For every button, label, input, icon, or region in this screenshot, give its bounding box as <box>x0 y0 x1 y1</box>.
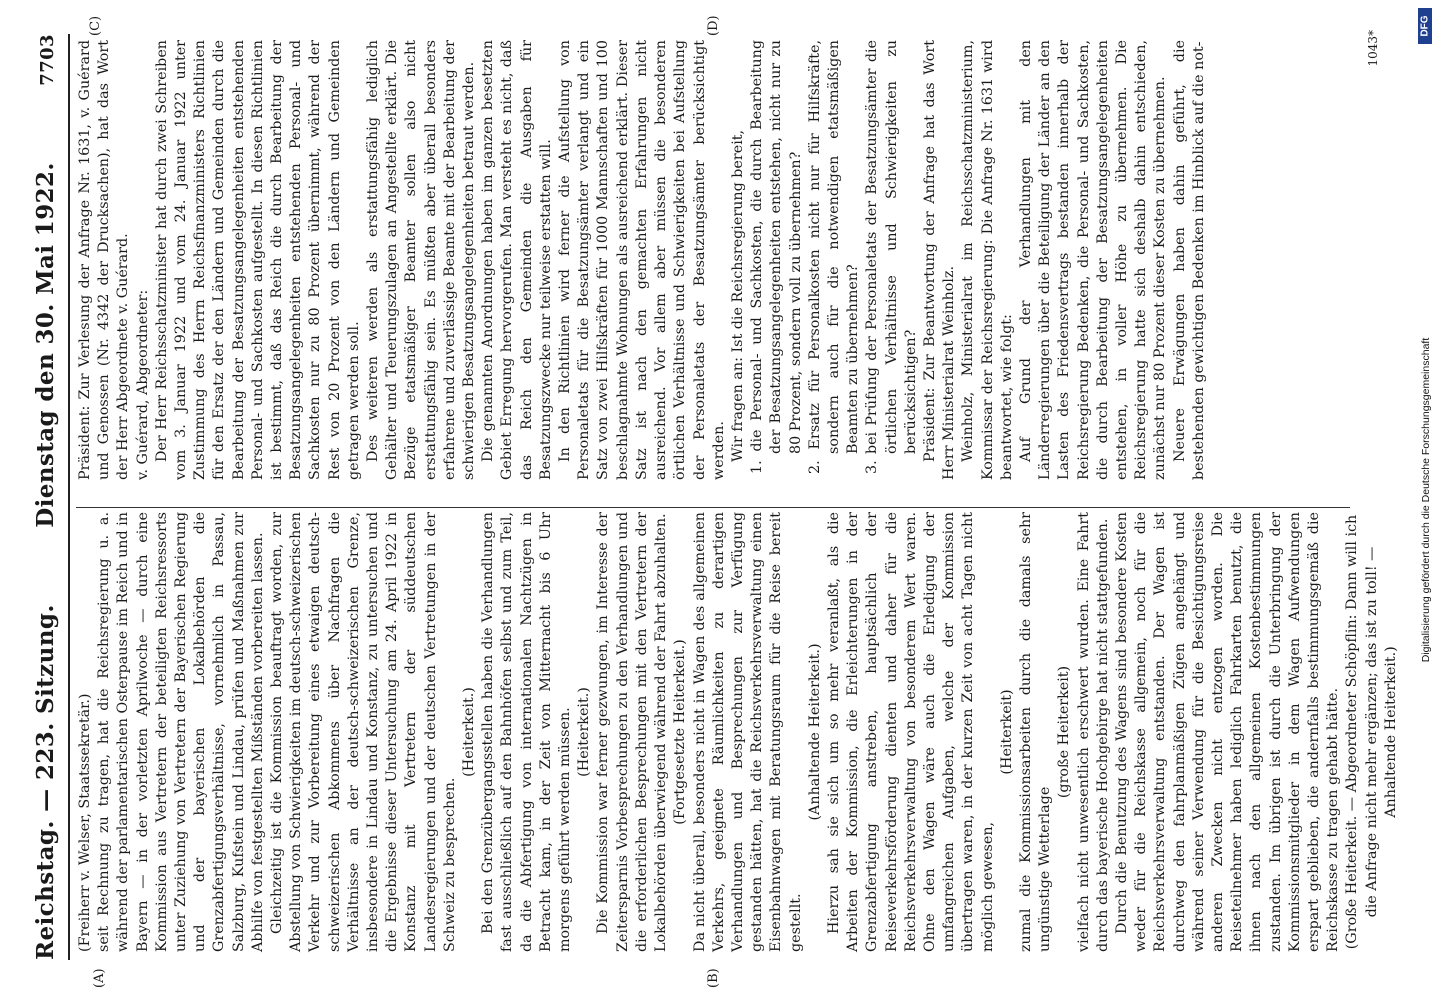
paragraph: Präsident: Zur Beantwortung der Anfrage hat das Wort Herr Ministerialrat Weinholz. <box>921 40 958 480</box>
paragraph: Die genannten Anordnungen haben im ganzen besetzten Gebiet Erregung hervorgerufen. Man versteht es nicht, daß das Reich den Gemeinden die Ausgaben für Besatzungszwecke nur teilweise erstatten will. <box>480 40 554 480</box>
interjection: (große Heiterkeit) <box>1056 665 1073 799</box>
paragraph: Des weiteren werden als erstattungsfähig lediglich Gehälter und Teuerungszulagen an Angestellte erklärt. Die Bezüge etatsmäßiger Beamter sollen also nicht erstattungsfähig sein. Es müßten aber überall besonders erfahrene und zuverlässige Beamte mit der Bearbeitung der schwierigen Besatzungsangelegenheiten betraut werden. <box>365 40 478 480</box>
margin-marker-a: (A) <box>92 968 107 988</box>
interjection: (Heiterkeit) <box>998 689 1015 775</box>
paragraph: v. Guérard, Abgeordneter: <box>134 289 151 480</box>
paragraph: Präsident: Zur Verlesung der Anfrage Nr. 1631, v. Guérard und Genossen (Nr. 4342 der Drucksachen), hat das Wort der Herr Abgeordnete v. Guérard. <box>77 40 132 480</box>
paragraph: Da nicht überall, besonders nicht in Wagen des allgemeinen Verkehrs, geeignete Räumlichkeiten zu derartigen Verhandlungen und Besprechungen zur Verfügung gestanden hätten, hat die Reichsverkehrsverwaltung einen Eisenbahnwagen mit Beratungsraum für die Reise bereit gestellt. <box>691 512 804 952</box>
interjection: (Fortgesetzte Heiterkeit.) <box>672 639 689 825</box>
credit-text: Digitalisierung gefördert durch die Deutsche Forschungsgemeinschaft <box>1420 337 1432 663</box>
paragraph: vielfach nicht unwesentlich erschwert wurden. Eine Fahrt durch das bayerische Hochgebirge hat nicht stattgefunden. <box>1075 512 1111 952</box>
paragraph: Neuere Erwägungen haben dahin geführt, die bestehenden gewichtigen Bedenken im Hinblick auf die not- <box>1171 40 1207 480</box>
header-rule <box>68 34 70 960</box>
paragraph: Bei den Grenzübergangsstellen haben die Verhandlungen fast ausschließlich auf den Bahnhöfen selbst und zum Teil, da die Abfertigung von internationalen Nachtzügen in Betracht kam, in der Zeit von Mitternacht bis 6 Uhr morgens geführt werden müssen. <box>480 512 574 952</box>
question-item: 2. Ersatz für Personalkosten nicht nur für Hilfskräfte, sondern auch für die notwendigen etatsmäßigen Beamten zu übernehmen? <box>806 40 862 474</box>
interjection: (Heiterkeit.) <box>576 687 593 777</box>
margin-marker-c: (C) <box>88 15 103 36</box>
interjection: (Große Heiterkeit. — Abgeordneter Schöpflin: Dann will ich die Anfrage nicht mehr ergänzen; das ist zu toll! — Anhaltende Heiterkeit.) <box>1344 514 1399 950</box>
column-divider <box>76 507 1350 508</box>
header-date: Dienstag den 30. Mai 1922. <box>32 162 59 528</box>
paragraph: In den Richtlinien wird ferner die Aufstellung von Personaletats für die Besatzungsämter verlangt und ein Satz von zwei Hilfskräften für 1000 Mannschaften und 100 beschlagnahmte Wohnungen als ausreichend erklärt. Dieser Satz ist nach den gemachten Erfahrungen nicht ausreichend. Vor allem aber müssen die besonderen örtlichen Verhältnisse und Schwierigkeiten bei Aufstellung der Personaletats der Besatzungsämter berücksichtigt werden. <box>557 40 727 480</box>
paragraph: Wir fragen an: Ist die Reichsregierung bereit, <box>729 129 746 462</box>
dfg-logo-text: DFG <box>1419 15 1431 37</box>
paragraph: Gleichzeitig ist die Kommission beauftragt worden, zur Abstellung von Schwierigkeiten im deutsch-schweizerischen Verkehr und zur Vorbereitung eines etwaigen deutsch-schweizerischen Abkommens über Nachfragen die Verhältnisse an der deutsch-schweizerischen Grenze, insbesondere in Lindau und Konstanz, zu untersuchen und die Ergebnisse dieser Untersuchung am 24. April 1922 in Konstanz mit Vertretern der süddeutschen Landesregierungen und der deutschen Vertretungen in der Schweiz zu besprechen. <box>269 512 458 952</box>
left-column <box>76 512 1399 952</box>
margin-marker-b: (B) <box>706 968 721 988</box>
question-item: 1. die Personal- und Sachkosten, die durch Bearbeitung der Besatzungsangelegenheiten entstehen, nicht nur zu 80 Prozent, sondern voll zu übernehmen? <box>749 40 804 474</box>
dfg-logo <box>1418 8 1432 44</box>
paragraph: Durch die Benutzung des Wagens sind besondere Kosten weder für die Reichskasse allgemein, noch für die Reichsverkehrsverwaltung entstanden. Der Wagen ist durchweg den fahrplanmäßigen Zügen angehängt und während seiner Verwendung für die Besichtigungsreise anderen Zwecken nicht entzogen worden. Die Reiseteilnehmer haben lediglich Fahrkarten benutzt, die ihnen nach den allgemeinen Kostenbestimmungen zustanden. Im übrigen ist durch die Unterbringung der Kommissionsmitglieder in dem Wagen Aufwendungen erspart geblieben, die andernfalls bestimmungsgemäß die Reichskasse zu tragen gehabt hätte. <box>1113 512 1342 952</box>
paragraph: Die Kommission war ferner gezwungen, im Interesse der Zeitersparnis Vorbesprechungen zu den Verhandlungen und die erforderlichen Besprechungen mit den Vertretern der Lokalbehörden überwiegend während der Fahrt abzuhalten. <box>595 512 670 952</box>
paragraph: Der Herr Reichsschatzminister hat durch zwei Schreiben vom 3. Januar 1922 und vom 24. Januar 1922 unter Zustimmung des Herrn Reichsfinanzministers Richtlinien für den Ersatz der den Ländern und Gemeinden durch die Bearbeitung der Besatzungsangelegenheiten entstehenden Personal- und Sachkosten aufgestellt. In diesen Richtlinien ist bestimmt, daß das Reich die durch Bearbeitung der Besatzungsangelegenheiten entstehenden Personal- und Sachkosten nur zu 80 Prozent übernimmt, während der Rest von 20 Prozent von den Ländern und Gemeinden getragen werden soll. <box>153 40 362 480</box>
margin-marker-d: (D) <box>706 15 721 36</box>
paragraph: zumal die Kommissionsarbeiten durch die damals sehr ungünstige Wetterlage <box>1017 512 1054 952</box>
question-item: 3. bei Prüfung der Personaletats der Besatzungsämter die örtlichen Verhältnisse und Schwierigkeiten zu berücksichtigen? <box>864 40 919 474</box>
digitization-credit <box>1418 10 1434 990</box>
paragraph: Hierzu sah sie sich um so mehr veranlaßt, als die Arbeiten der Kommission, die Erleichterungen in der Grenzabfertigung anstreben, hauptsächlich der Reiseverkehrsförderung dienten und daher für die Reichsverkehrsverwaltung von besonderem Wert waren. Ohne den Wagen wäre auch die Erledigung der umfangreichen Aufgaben, welche der Kommission übertragen waren, in der kurzen Zeit von acht Tagen nicht möglich gewesen, <box>825 512 996 952</box>
page-header <box>32 34 66 960</box>
paragraph: (Freiherr v. Welser, Staatssekretär.) <box>77 693 93 952</box>
header-left: Reichstag. — 223. Sitzung. <box>32 604 59 960</box>
paragraph: Auf Grund der Verhandlungen mit den Länderregierungen über die Beteiligung der Länder an den Lasten des Friedensvertrags bestanden innerhalb der Reichsregierung Bedenken, die Personal- und Sachkosten, die durch Bearbeitung der Besatzungsangelegenheiten entstehen, in voller Höhe zu übernehmen. Die Reichsregierung hatte sich deshalb dahin entschieden, zunächst nur 80 Prozent dieser Kosten zu übernehmen. <box>1017 40 1169 480</box>
paragraph: Weinholz, Ministerialrat im Reichsschatzministerium, Kommissar der Reichsregierung: Die Anfrage Nr. 1631 wird beantwortet, wie folgt: <box>960 40 1015 480</box>
right-column <box>76 40 1370 480</box>
page-number: 7703 <box>37 34 58 86</box>
paragraph: seit Rechnung zu tragen, hat die Reichsregierung u. a. während der parlamentarischen Osterpause im Reich und in Bayern — in der vorletzten Aprilwoche — durch eine Kommission aus Vertretern der beteiligten Reichsressorts unter Zuziehung von Vertretern der Bayerischen Regierung und der bayerischen Lokalbehörden die Grenzabfertigungsverhältnisse, vornehmlich in Passau, Salzburg, Kufstein und Lindau, prüfen und Maßnahmen zur Abhilfe von festgestellten Mißständen vorbereiten lassen. <box>96 512 266 952</box>
interjection: (Anhaltende Heiterkeit.) <box>806 643 823 821</box>
footer-note: 1043* <box>1366 30 1380 67</box>
interjection: (Heiterkeit.) <box>461 687 478 777</box>
